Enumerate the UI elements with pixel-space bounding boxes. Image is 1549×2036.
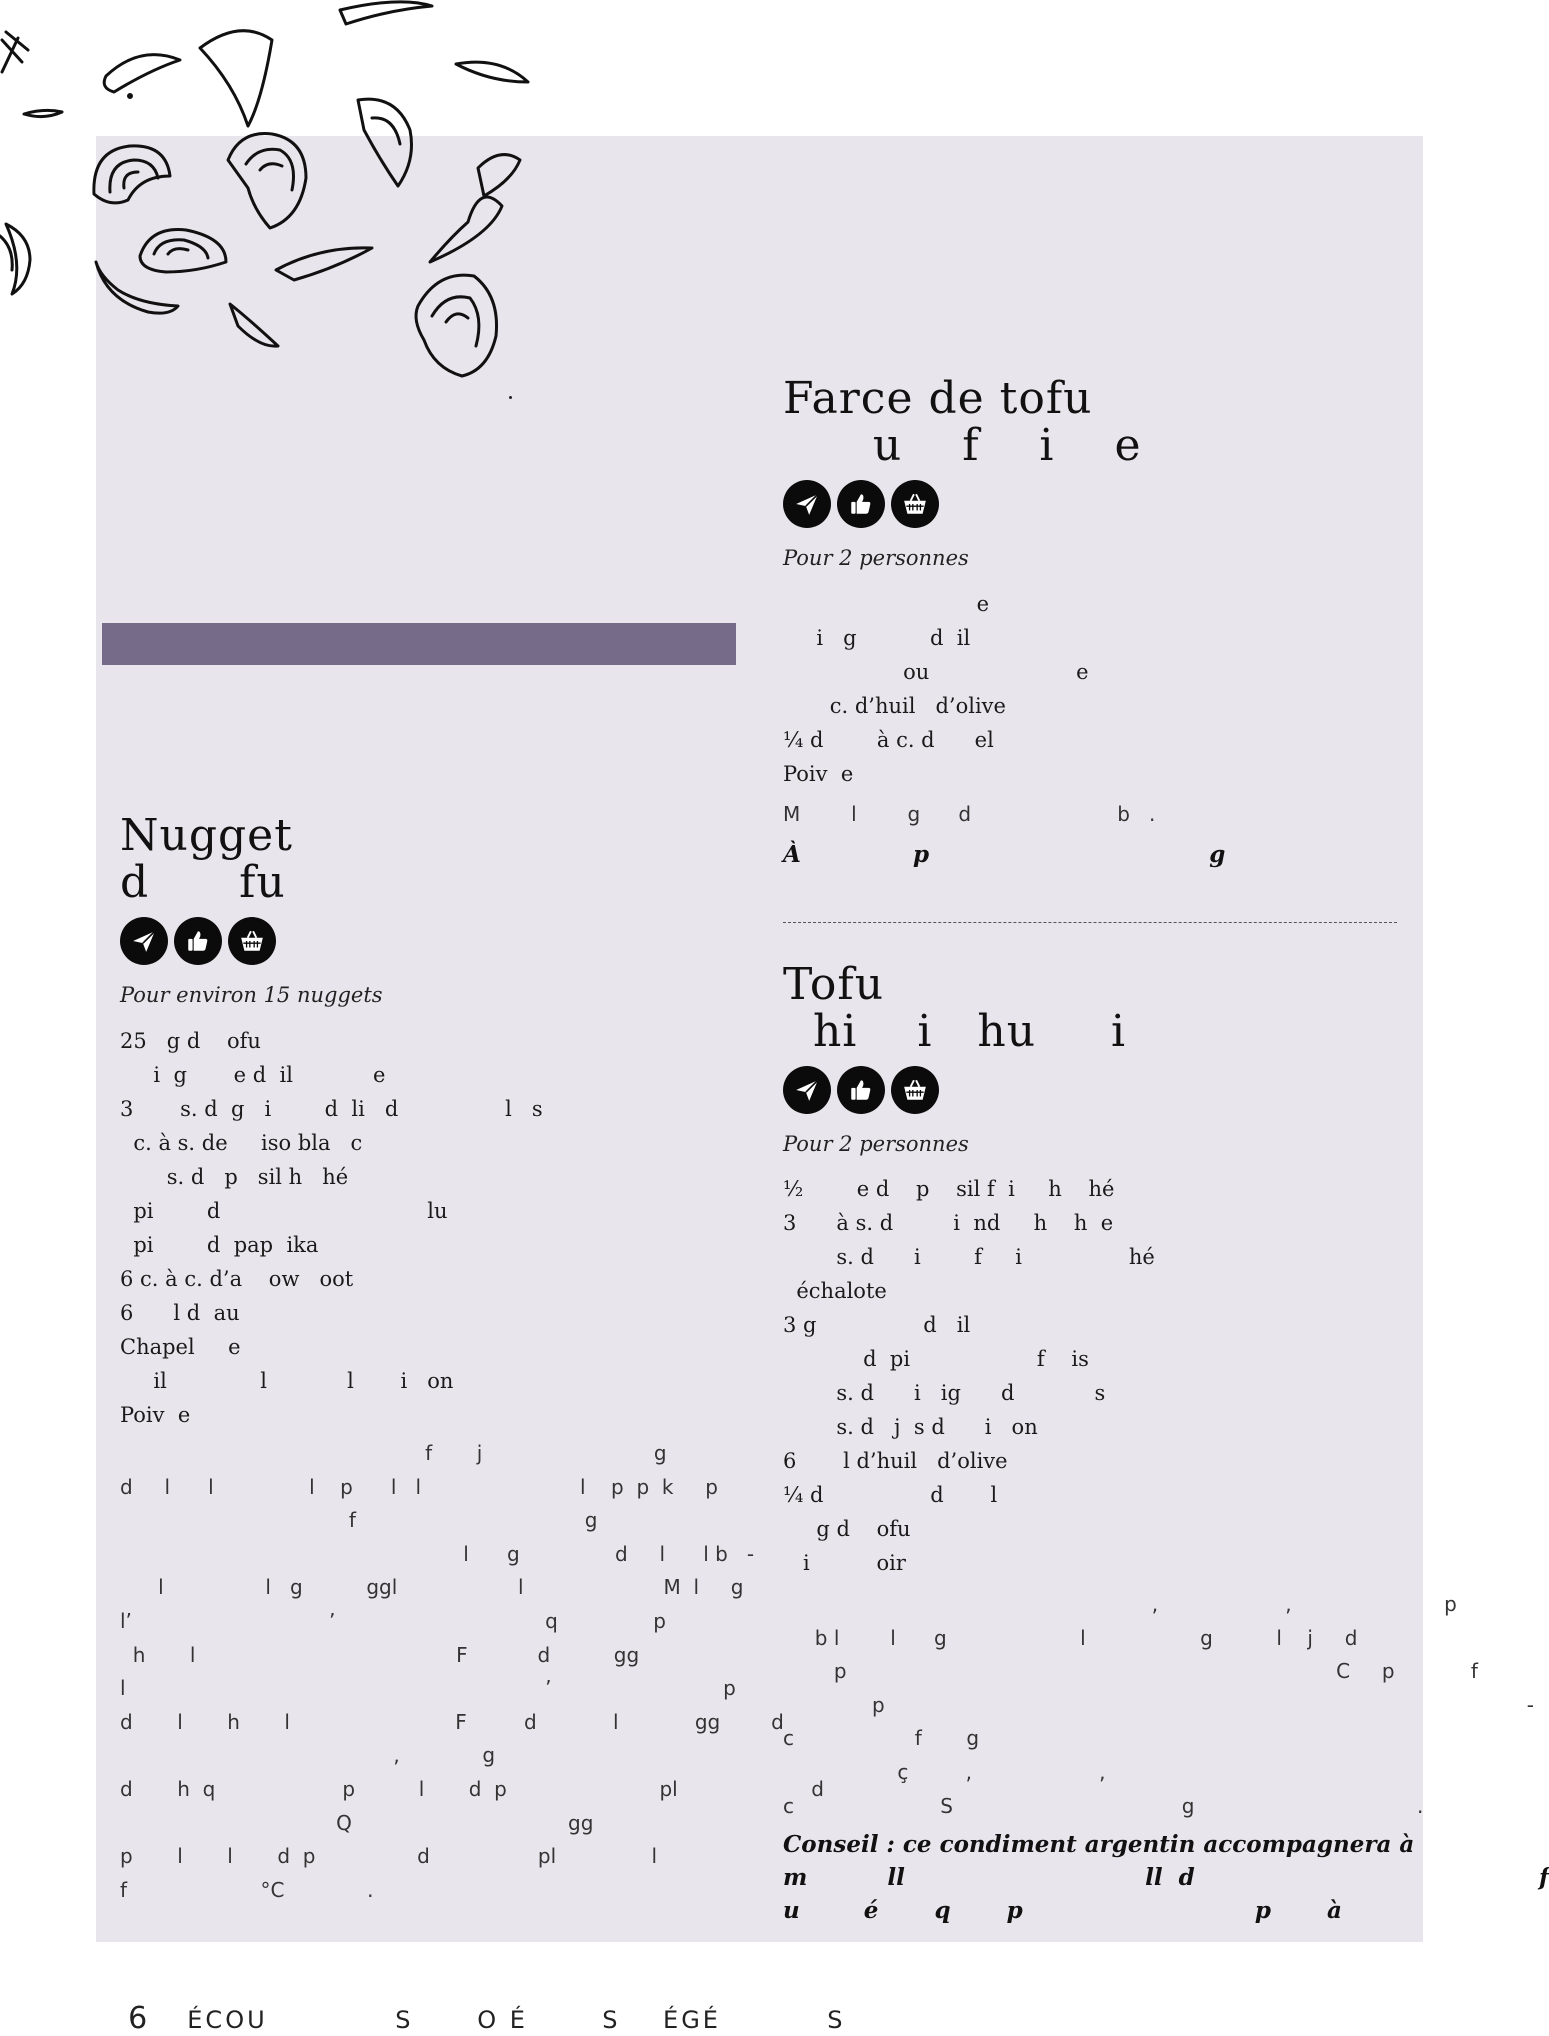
chimichurri-tip [783, 1828, 1549, 1927]
method-line: h l F d gg [120, 1642, 640, 1667]
chimichurri-badges [783, 1066, 939, 1114]
nuggets-title-line-1: Nugget [120, 810, 293, 861]
ingredient: échalote [783, 1279, 887, 1303]
ingredient: ou e [783, 660, 1089, 684]
thumbs-up-icon [837, 1066, 885, 1114]
ingredient: s. d i f i hé [783, 1245, 1155, 1269]
method-line: d l h l F d l gg d [120, 1709, 784, 1734]
page-number: 6 [128, 2001, 148, 2036]
ingredient: c. d’huil d’olive [783, 694, 1006, 718]
method-line: p - [783, 1692, 1535, 1717]
nuggets-title-line-2: d fu [120, 857, 286, 908]
accent-bar [102, 623, 736, 665]
ingredient: Poiv e [120, 1403, 191, 1427]
ingredient: ½ e d p sil f i h hé [783, 1177, 1115, 1201]
farce-serving-note: À p g [783, 841, 1226, 868]
ingredient: c. à s. de iso bla c [120, 1131, 363, 1155]
method-line: l g d l l b - [120, 1541, 755, 1566]
method-line: , g [120, 1743, 496, 1768]
chimichurri-title-line-1: Tofu [783, 959, 885, 1010]
ingredient: pi d pap ika [120, 1233, 319, 1257]
onion-slices-illustration [0, 0, 560, 400]
ingredient: il l l i on [120, 1369, 454, 1393]
farce-badges [783, 480, 939, 528]
method-line: p l l d p d pl l [120, 1844, 658, 1869]
method-line: Q gg [120, 1810, 594, 1835]
method-line: c S g . [783, 1793, 1424, 1818]
tip-line: m ll ll d f [783, 1864, 1549, 1891]
ingredient: 3 s. d g i d li d l s [120, 1097, 543, 1121]
basket-icon [891, 480, 939, 528]
ingredient: Chapel e [120, 1335, 241, 1359]
ingredient: 6 l d au [120, 1301, 240, 1325]
farce-title-line-2: u f i e [783, 420, 1142, 471]
paper-plane-icon [783, 1066, 831, 1114]
ingredient: ¼ d à c. d el [783, 728, 994, 752]
nuggets-title [120, 812, 293, 906]
ingredient: 6 l d’huil d’olive [783, 1449, 1008, 1473]
paper-plane-icon [783, 480, 831, 528]
tip-line: u é q p p à [783, 1897, 1342, 1924]
method-line: f j g [120, 1441, 667, 1465]
ingredient: s. d j s d i on [783, 1415, 1038, 1439]
nuggets-ingredients [120, 1024, 543, 1432]
method-line: f g [120, 1508, 598, 1533]
farce-title [783, 375, 1142, 469]
ingredient: s. d p sil h hé [120, 1165, 349, 1189]
farce-title-line-1: Farce de tofu [783, 373, 1093, 424]
method-line: ç , , [783, 1759, 1106, 1784]
ingredient: 3 g d il [783, 1313, 971, 1337]
ingredient: 6 c. à c. d’a ow oot [120, 1267, 354, 1291]
nuggets-servings: Pour environ 15 nuggets [120, 983, 383, 1007]
method-line: l’ ’ q p [120, 1608, 666, 1633]
method-line: l l g ggl l M l g [120, 1575, 744, 1600]
farce-ingredients [783, 587, 1089, 791]
farce-servings: Pour 2 personnes [783, 546, 969, 570]
basket-icon [228, 917, 276, 965]
ingredient: 25 g d ofu [120, 1029, 261, 1053]
chimichurri-method [783, 1588, 1534, 1823]
method-line: b l l g l g l j d [783, 1625, 1358, 1650]
paper-plane-icon [120, 917, 168, 965]
nuggets-method [120, 1437, 824, 1907]
ingredient: g d ofu [783, 1517, 911, 1541]
ingredient: d pi f is [783, 1347, 1089, 1371]
ingredient: i g d il [783, 626, 971, 650]
chimichurri-title-line-2: hi i hu i [783, 1006, 1127, 1057]
farce-method [783, 798, 1155, 832]
method-line: p C p f [783, 1659, 1478, 1684]
method-line: d l l l p l l l p p k p [120, 1474, 718, 1499]
ingredient: 3 à s. d i nd h h e [783, 1211, 1114, 1235]
ingredient: i g e d il e [120, 1063, 386, 1087]
page-footer [118, 1982, 845, 2036]
method-line: , , p [783, 1592, 1457, 1616]
method-line: c f g [783, 1726, 980, 1751]
nuggets-badges [120, 917, 276, 965]
ingredient: s. d i ig d s [783, 1381, 1106, 1405]
ingredient: ¼ d d l [783, 1483, 998, 1507]
method-line: M l g d b . [783, 802, 1156, 826]
ingredient: e [783, 592, 990, 616]
ingredient: Poiv e [783, 762, 854, 786]
method-line: d h q p l d p pl d [120, 1776, 824, 1801]
chimichurri-servings: Pour 2 personnes [783, 1132, 969, 1156]
recipe-divider [783, 922, 1397, 923]
method-line: f °C . [120, 1877, 374, 1902]
running-head: ÉCOU S O É S ÉGÉ S [187, 2006, 846, 2034]
basket-icon [891, 1066, 939, 1114]
chimichurri-title [783, 961, 1126, 1055]
stray-dot [509, 396, 512, 399]
ingredient: i oir [783, 1551, 906, 1575]
method-line: l ’ p [120, 1676, 736, 1701]
ingredient: pi d lu [120, 1199, 448, 1223]
chimichurri-ingredients [783, 1172, 1155, 1580]
thumbs-up-icon [174, 917, 222, 965]
tip-line: Conseil : ce condiment argentin accompagnera à [783, 1831, 1415, 1858]
thumbs-up-icon [837, 480, 885, 528]
